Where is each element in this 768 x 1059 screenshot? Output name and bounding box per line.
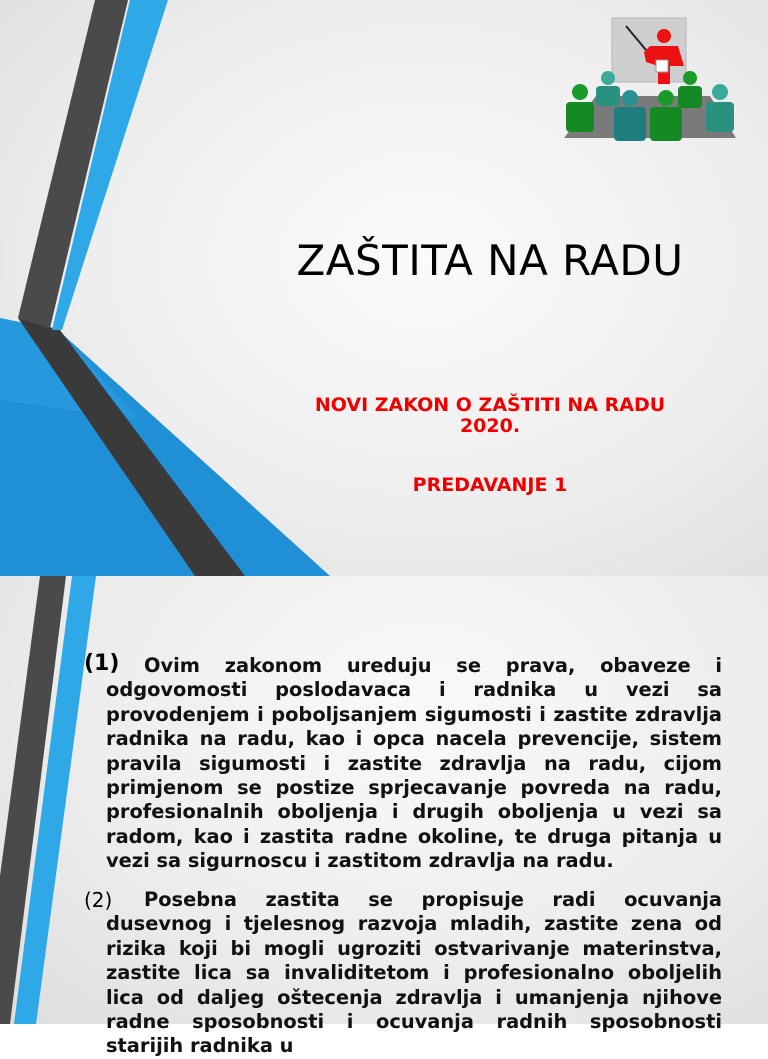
paragraph-number-2: (2) bbox=[84, 888, 113, 912]
subtitle-line-2: 2020. bbox=[459, 415, 521, 437]
teacher-presentation-icon bbox=[560, 16, 740, 146]
paragraph-number-1: (1) bbox=[84, 651, 120, 676]
slide-title: ZAŠTITA NA RADU bbox=[296, 236, 684, 285]
content-slide bbox=[0, 576, 768, 1058]
paragraph-1 bbox=[106, 654, 722, 874]
paragraph-2 bbox=[106, 888, 722, 1059]
slide-subtitle bbox=[250, 395, 730, 437]
paragraph-2-text: Posebna zastita se propisuje radi ocuvanja dusevnog i tjelesnog razvoja mladih, zastite zena od rizika koji bi mogli ugroziti ostvarivanje materinstva, zastite lica sa invaliditetom i profesionalno oboljelih lica od daljeg oštecenja zdravlja i umanjenja njihove radne sposobnosti i ocuvanja radnih sposobnosti starijih radnika u bbox=[106, 888, 722, 1058]
paragraph-1-text: Ovim zakonom ureduju se prava, obaveze i odgovomosti poslodavaca i radnika u vezi sa provodenjem i poboljsanjem sigumosti i zastite zdravlja radnika na radu, kao i opca nacela prevencije, sistem pravila sigumosti i zastite zdravlja na radu, cijom primjenom se postize sprjecavanje povreda na radu, profesionalnih oboljenja i drugih oboljenja u vezi sa radom, kao i zastita radne okoline, te druga pitanja u vezi sa sigurnoscu i zastitom zdravlja na radu. bbox=[106, 654, 722, 873]
subtitle-line-1: NOVI ZAKON O ZAŠTITI NA RADU bbox=[314, 394, 666, 416]
lecture-label: PREDAVANJE 1 bbox=[412, 474, 568, 496]
